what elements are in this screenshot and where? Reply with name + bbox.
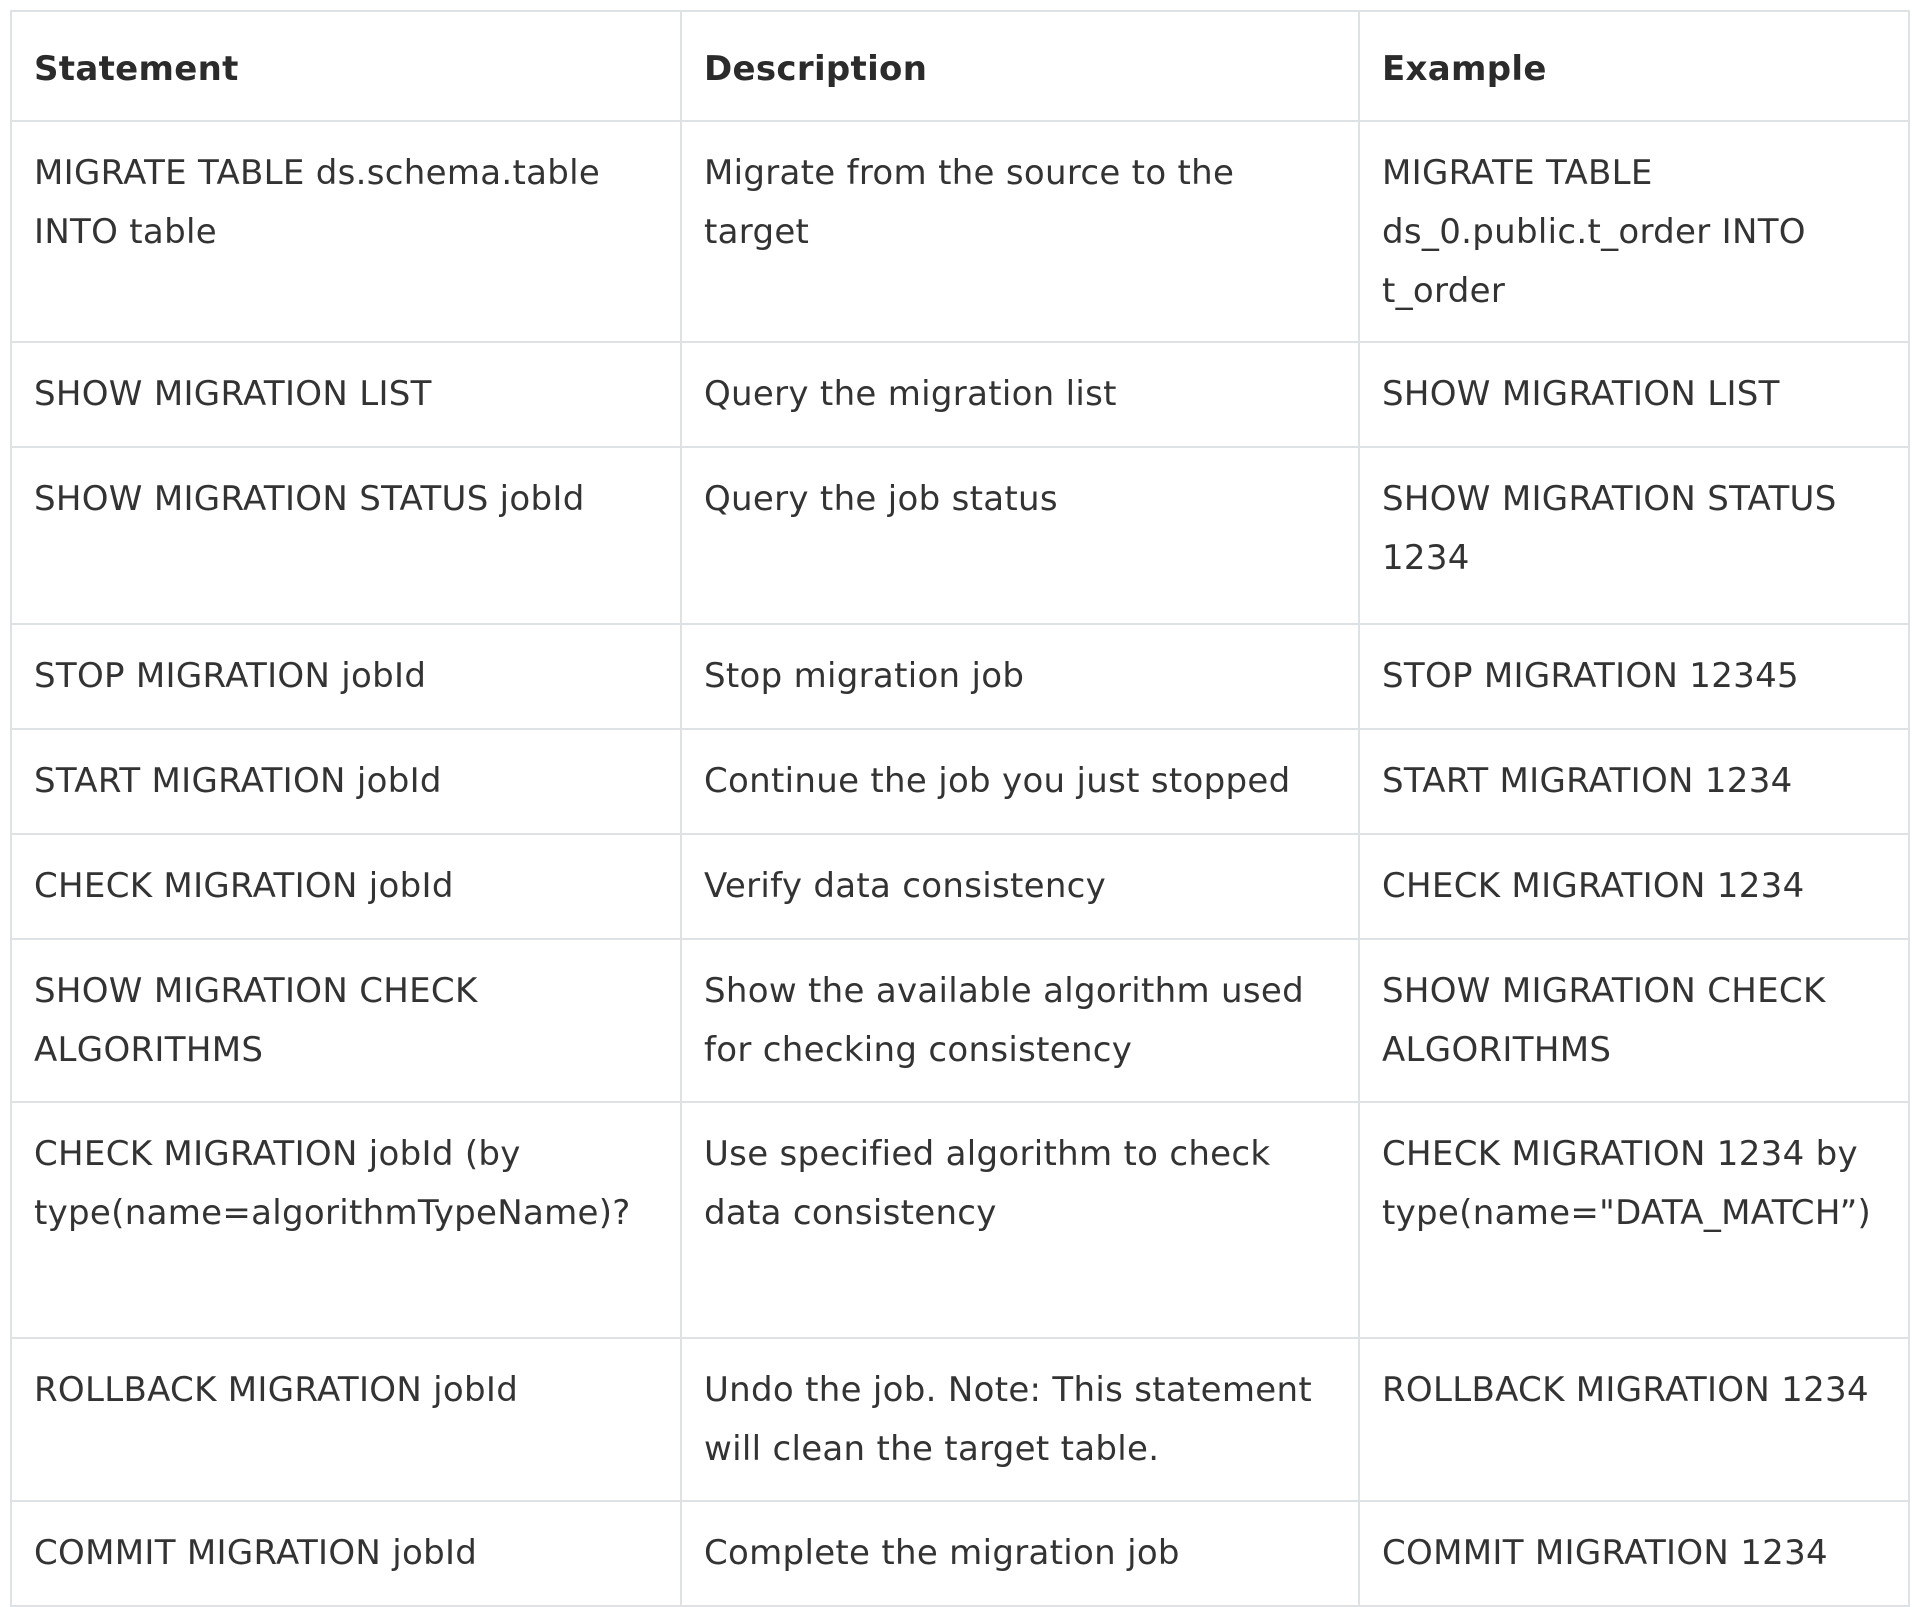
cell-example: SHOW MIGRATION STATUS 1234 <box>1359 447 1909 624</box>
cell-statement: START MIGRATION jobId <box>11 729 681 834</box>
cell-statement: STOP MIGRATION jobId <box>11 624 681 729</box>
cell-description: Migrate from the source to the target <box>681 121 1359 342</box>
header-row <box>11 11 1909 121</box>
cell-example: COMMIT MIGRATION 1234 <box>1359 1501 1909 1606</box>
migration-statements-table <box>10 10 1910 1607</box>
table-row <box>11 1501 1909 1606</box>
cell-statement: SHOW MIGRATION CHECK ALGORITHMS <box>11 939 681 1102</box>
table-body <box>11 121 1909 1606</box>
cell-example: CHECK MIGRATION 1234 <box>1359 834 1909 939</box>
cell-example: CHECK MIGRATION 1234 by type(name="DATA_MATCH”) <box>1359 1102 1909 1338</box>
cell-description: Show the available algorithm used for checking consistency <box>681 939 1359 1102</box>
cell-example: STOP MIGRATION 12345 <box>1359 624 1909 729</box>
cell-statement: ROLLBACK MIGRATION jobId <box>11 1338 681 1501</box>
cell-description: Undo the job. Note: This statement will clean the target table. <box>681 1338 1359 1501</box>
cell-statement: SHOW MIGRATION STATUS jobId <box>11 447 681 624</box>
table-row <box>11 624 1909 729</box>
cell-description: Continue the job you just stopped <box>681 729 1359 834</box>
cell-example: MIGRATE TABLE ds_0.public.t_order INTO t_order <box>1359 121 1909 342</box>
table-header <box>11 11 1909 121</box>
cell-example: SHOW MIGRATION CHECK ALGORITHMS <box>1359 939 1909 1102</box>
table-row <box>11 1338 1909 1501</box>
cell-description: Verify data consistency <box>681 834 1359 939</box>
cell-statement: SHOW MIGRATION LIST <box>11 342 681 447</box>
cell-description: Use specified algorithm to check data consistency <box>681 1102 1359 1338</box>
cell-statement: COMMIT MIGRATION jobId <box>11 1501 681 1606</box>
cell-statement: MIGRATE TABLE ds.schema.table INTO table <box>11 121 681 342</box>
header-statement: Statement <box>11 11 681 121</box>
header-description: Description <box>681 11 1359 121</box>
table-row <box>11 834 1909 939</box>
table-row <box>11 121 1909 342</box>
table-row <box>11 342 1909 447</box>
header-example: Example <box>1359 11 1909 121</box>
cell-statement: CHECK MIGRATION jobId (by type(name=algorithmTypeName)? <box>11 1102 681 1338</box>
table-row <box>11 939 1909 1102</box>
cell-description: Complete the migration job <box>681 1501 1359 1606</box>
migration-statements-table-container <box>10 10 1908 1607</box>
cell-description: Query the migration list <box>681 342 1359 447</box>
table-row <box>11 729 1909 834</box>
cell-statement: CHECK MIGRATION jobId <box>11 834 681 939</box>
cell-example: ROLLBACK MIGRATION 1234 <box>1359 1338 1909 1501</box>
table-row <box>11 1102 1909 1338</box>
table-row <box>11 447 1909 624</box>
cell-example: SHOW MIGRATION LIST <box>1359 342 1909 447</box>
cell-example: START MIGRATION 1234 <box>1359 729 1909 834</box>
cell-description: Query the job status <box>681 447 1359 624</box>
cell-description: Stop migration job <box>681 624 1359 729</box>
